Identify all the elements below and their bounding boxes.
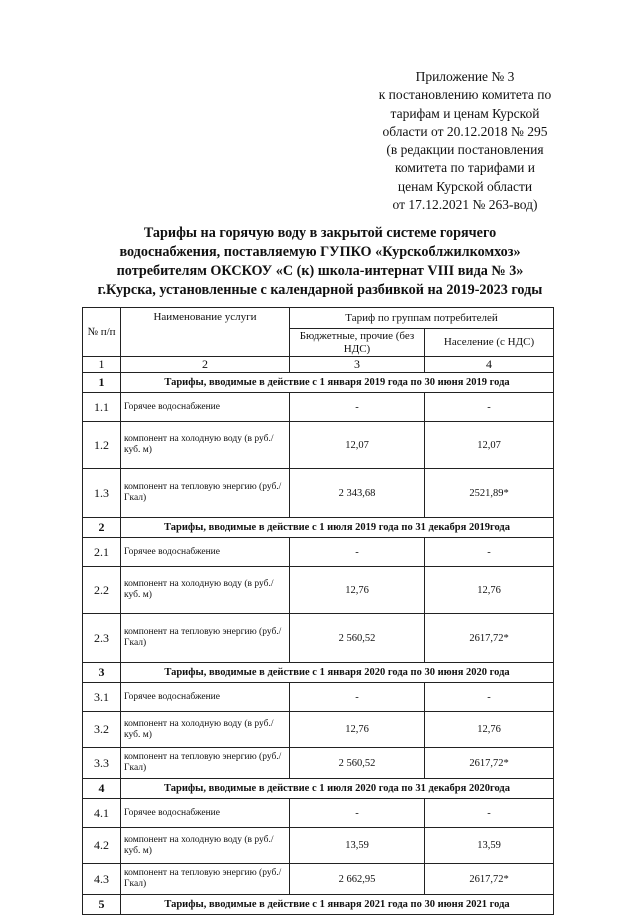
tariff-row (83, 538, 554, 567)
service-name: компонент на тепловую энергию (руб./Гкал) (121, 748, 290, 779)
population-tariff: 12,76 (425, 712, 554, 748)
period-label: Тарифы, вводимые в действие с 1 января 2021 года по 30 июня 2021 года (121, 895, 554, 915)
service-name: Горячее водоснабжение (121, 393, 290, 422)
row-number: 3.1 (83, 683, 121, 712)
tariff-row (83, 864, 554, 895)
service-name: компонент на холодную воду (в руб./куб. м) (121, 567, 290, 614)
population-tariff: 2521,89* (425, 469, 554, 518)
service-name: компонент на тепловую энергию (руб./Гкал) (121, 614, 290, 663)
tariff-row (83, 393, 554, 422)
period-label: Тарифы, вводимые в действие с 1 июля 2019 года по 31 декабря 2019года (121, 518, 554, 538)
column-number: 3 (290, 357, 425, 373)
header-group: Тариф по группам потребителей (290, 308, 554, 329)
tariff-table (82, 307, 554, 915)
budget-tariff: 12,76 (290, 567, 425, 614)
tariff-row (83, 567, 554, 614)
service-name: компонент на холодную воду (в руб./куб. м) (121, 712, 290, 748)
budget-tariff: 2 560,52 (290, 614, 425, 663)
tariff-row (83, 712, 554, 748)
appendix-line: области от 20.12.2018 № 295 (382, 123, 548, 139)
tariff-row (83, 614, 554, 663)
header-budget: Бюджетные, прочие (без НДС) (290, 329, 425, 357)
tariff-table-body (83, 308, 554, 915)
appendix-line: Приложение № 3 (415, 69, 515, 84)
period-number: 2 (83, 518, 121, 538)
population-tariff: - (425, 538, 554, 567)
row-number: 2.1 (83, 538, 121, 567)
tariff-row (83, 748, 554, 779)
row-number: 4.2 (83, 828, 121, 864)
period-row (83, 373, 554, 393)
column-number: 4 (425, 357, 554, 373)
row-number: 3.2 (83, 712, 121, 748)
period-row (83, 663, 554, 683)
period-number: 3 (83, 663, 121, 683)
period-label: Тарифы, вводимые в действие с 1 июля 2020 года по 31 декабря 2020года (121, 779, 554, 799)
budget-tariff: - (290, 799, 425, 828)
population-tariff: 2617,72* (425, 864, 554, 895)
tariff-row (83, 469, 554, 518)
population-tariff: 13,59 (425, 828, 554, 864)
document-title (70, 224, 570, 300)
population-tariff: - (425, 393, 554, 422)
budget-tariff: 12,07 (290, 422, 425, 469)
row-number: 2.2 (83, 567, 121, 614)
header-num: № п/п (83, 308, 121, 357)
service-name: Горячее водоснабжение (121, 683, 290, 712)
column-number-row (83, 357, 554, 373)
appendix-line: к постановлению комитета по (378, 87, 552, 103)
service-name: компонент на тепловую энергию (руб./Гкал) (121, 469, 290, 518)
population-tariff: - (425, 799, 554, 828)
row-number: 3.3 (83, 748, 121, 779)
service-name: Горячее водоснабжение (121, 799, 290, 828)
service-name: компонент на тепловую энергию (руб./Гкал) (121, 864, 290, 895)
row-number: 4.1 (83, 799, 121, 828)
population-tariff: - (425, 683, 554, 712)
appendix-line: тарифам и ценам Курской (390, 105, 540, 121)
period-label: Тарифы, вводимые в действие с 1 января 2020 года по 30 июня 2020 года (121, 663, 554, 683)
header-row (83, 308, 554, 329)
title-line: г.Курска, установленные с календарной разбивкой на 2019-2023 годы (97, 282, 543, 298)
period-number: 5 (83, 895, 121, 915)
appendix-line: комитета по тарифами и (395, 160, 535, 176)
tariff-row (83, 828, 554, 864)
population-tariff: 12,07 (425, 422, 554, 469)
appendix-note (355, 68, 575, 214)
row-number: 2.3 (83, 614, 121, 663)
budget-tariff: - (290, 683, 425, 712)
appendix-line: от 17.12.2021 № 263-вод) (392, 197, 538, 213)
population-tariff: 2617,72* (425, 614, 554, 663)
tariff-row (83, 683, 554, 712)
row-number: 1.1 (83, 393, 121, 422)
population-tariff: 12,76 (425, 567, 554, 614)
row-number: 1.2 (83, 422, 121, 469)
appendix-line: (в редакции постановления (386, 142, 544, 158)
tariff-row (83, 799, 554, 828)
budget-tariff: 13,59 (290, 828, 425, 864)
row-number: 1.3 (83, 469, 121, 518)
column-number: 2 (121, 357, 290, 373)
period-row (83, 518, 554, 538)
period-number: 1 (83, 373, 121, 393)
title-line: Тарифы на горячую воду в закрытой системе горячего (143, 225, 497, 241)
service-name: компонент на холодную воду (в руб./куб. м) (121, 828, 290, 864)
service-name: компонент на холодную воду (в руб./куб. м) (121, 422, 290, 469)
period-label: Тарифы, вводимые в действие с 1 января 2019 года по 30 июня 2019 года (121, 373, 554, 393)
tariff-row (83, 422, 554, 469)
budget-tariff: - (290, 393, 425, 422)
header-population: Население (с НДС) (425, 329, 554, 357)
budget-tariff: 2 343,68 (290, 469, 425, 518)
title-line: водоснабжения, поставляемую ГУПКО «Курскоблжилкомхоз» (119, 244, 521, 260)
budget-tariff: 12,76 (290, 712, 425, 748)
budget-tariff: 2 560,52 (290, 748, 425, 779)
row-number: 4.3 (83, 864, 121, 895)
budget-tariff: - (290, 538, 425, 567)
service-name: Горячее водоснабжение (121, 538, 290, 567)
appendix-line: ценам Курской области (397, 178, 533, 194)
header-name: Наименование услуги (121, 308, 290, 357)
column-number: 1 (83, 357, 121, 373)
budget-tariff: 2 662,95 (290, 864, 425, 895)
title-line: потребителям ОКСКОУ «С (к) школа-интернат VIII вида № 3» (116, 263, 524, 279)
period-number: 4 (83, 779, 121, 799)
period-row (83, 779, 554, 799)
population-tariff: 2617,72* (425, 748, 554, 779)
